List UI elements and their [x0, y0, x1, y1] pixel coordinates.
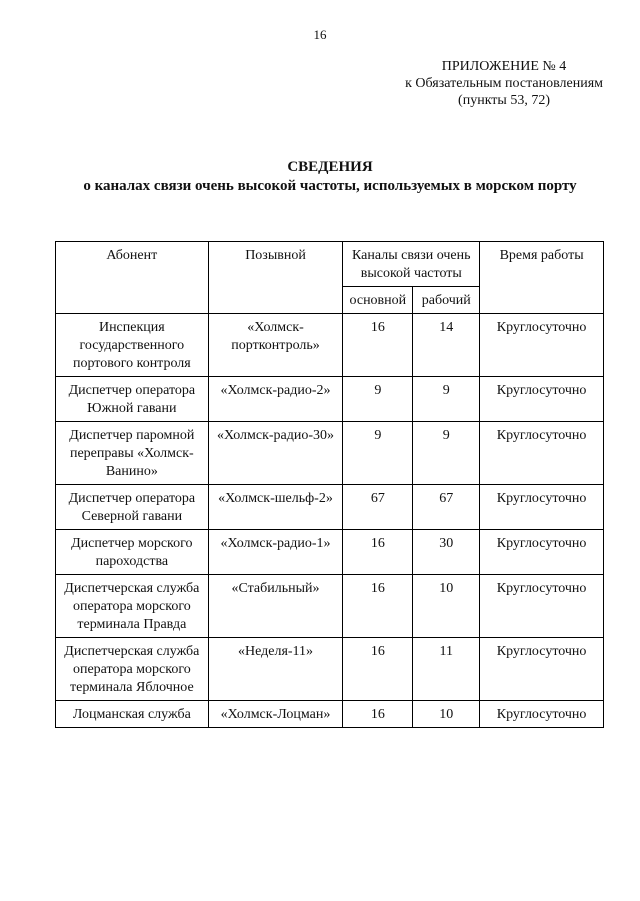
table-row: [56, 638, 604, 701]
cell-hours: Круглосуточно: [480, 530, 604, 575]
cell-callsign: «Холмск-шельф-2»: [208, 485, 343, 530]
header-callsign: Позывной: [208, 242, 343, 314]
cell-working-channel: 14: [413, 314, 480, 377]
cell-working-channel: 9: [413, 377, 480, 422]
table-header-row: [56, 242, 604, 287]
cell-working-channel: 10: [413, 575, 480, 638]
cell-working-channel: 67: [413, 485, 480, 530]
cell-hours: Круглосуточно: [480, 485, 604, 530]
appendix-reference: к Обязательным постановлениям: [405, 76, 603, 91]
cell-main-channel: 16: [343, 530, 413, 575]
table-row: [56, 701, 604, 728]
header-main-channel: основной: [343, 287, 413, 314]
cell-main-channel: 16: [343, 701, 413, 728]
cell-working-channel: 30: [413, 530, 480, 575]
cell-callsign: «Холмск-радио-1»: [208, 530, 343, 575]
cell-callsign: «Стабильный»: [208, 575, 343, 638]
cell-callsign: «Холмск-радио-30»: [208, 422, 343, 485]
title-main: СВЕДЕНИЯ: [287, 159, 373, 175]
cell-callsign: «Холмск-радио-2»: [208, 377, 343, 422]
cell-subscriber: Диспетчерская служба оператора морского терминала Правда: [56, 575, 209, 638]
cell-main-channel: 67: [343, 485, 413, 530]
document-title: [0, 158, 640, 196]
cell-main-channel: 9: [343, 422, 413, 485]
header-channels: Каналы связи очень высокой частоты: [343, 242, 480, 287]
table-row: [56, 575, 604, 638]
cell-callsign: «Холмск-Лоцман»: [208, 701, 343, 728]
table-row: [56, 377, 604, 422]
header-hours: Время работы: [480, 242, 604, 314]
appendix-title: ПРИЛОЖЕНИЕ № 4: [441, 59, 567, 74]
cell-subscriber: Диспетчер оператора Северной гавани: [56, 485, 209, 530]
title-subtitle: о каналах связи очень высокой частоты, используемых в морском порту: [83, 178, 577, 194]
cell-working-channel: 10: [413, 701, 480, 728]
table-row: [56, 485, 604, 530]
cell-subscriber: Диспетчерская служба оператора морского терминала Яблочное: [56, 638, 209, 701]
cell-subscriber: Лоцманская служба: [56, 701, 209, 728]
cell-subscriber: Диспетчер паромной переправы «Холмск-Ванино»: [56, 422, 209, 485]
table-row: [56, 530, 604, 575]
page-number: 16: [313, 27, 327, 42]
cell-subscriber: Диспетчер оператора Южной гавани: [56, 377, 209, 422]
table-row: [56, 422, 604, 485]
cell-subscriber: Диспетчер морского пароходства: [56, 530, 209, 575]
cell-subscriber: Инспекция государственного портового контроля: [56, 314, 209, 377]
cell-working-channel: 11: [413, 638, 480, 701]
cell-hours: Круглосуточно: [480, 377, 604, 422]
appendix-header: [405, 58, 603, 109]
cell-callsign: «Холмск-портконтроль»: [208, 314, 343, 377]
appendix-clauses: (пункты 53, 72): [458, 93, 550, 108]
header-subscriber: Абонент: [56, 242, 209, 314]
cell-hours: Круглосуточно: [480, 701, 604, 728]
cell-working-channel: 9: [413, 422, 480, 485]
vhf-channels-table: [55, 241, 604, 728]
header-working-channel: рабочий: [413, 287, 480, 314]
cell-main-channel: 16: [343, 575, 413, 638]
cell-main-channel: 16: [343, 638, 413, 701]
cell-main-channel: 9: [343, 377, 413, 422]
cell-hours: Круглосуточно: [480, 314, 604, 377]
table-row: [56, 314, 604, 377]
cell-hours: Круглосуточно: [480, 638, 604, 701]
cell-hours: Круглосуточно: [480, 575, 604, 638]
cell-callsign: «Неделя-11»: [208, 638, 343, 701]
cell-main-channel: 16: [343, 314, 413, 377]
cell-hours: Круглосуточно: [480, 422, 604, 485]
